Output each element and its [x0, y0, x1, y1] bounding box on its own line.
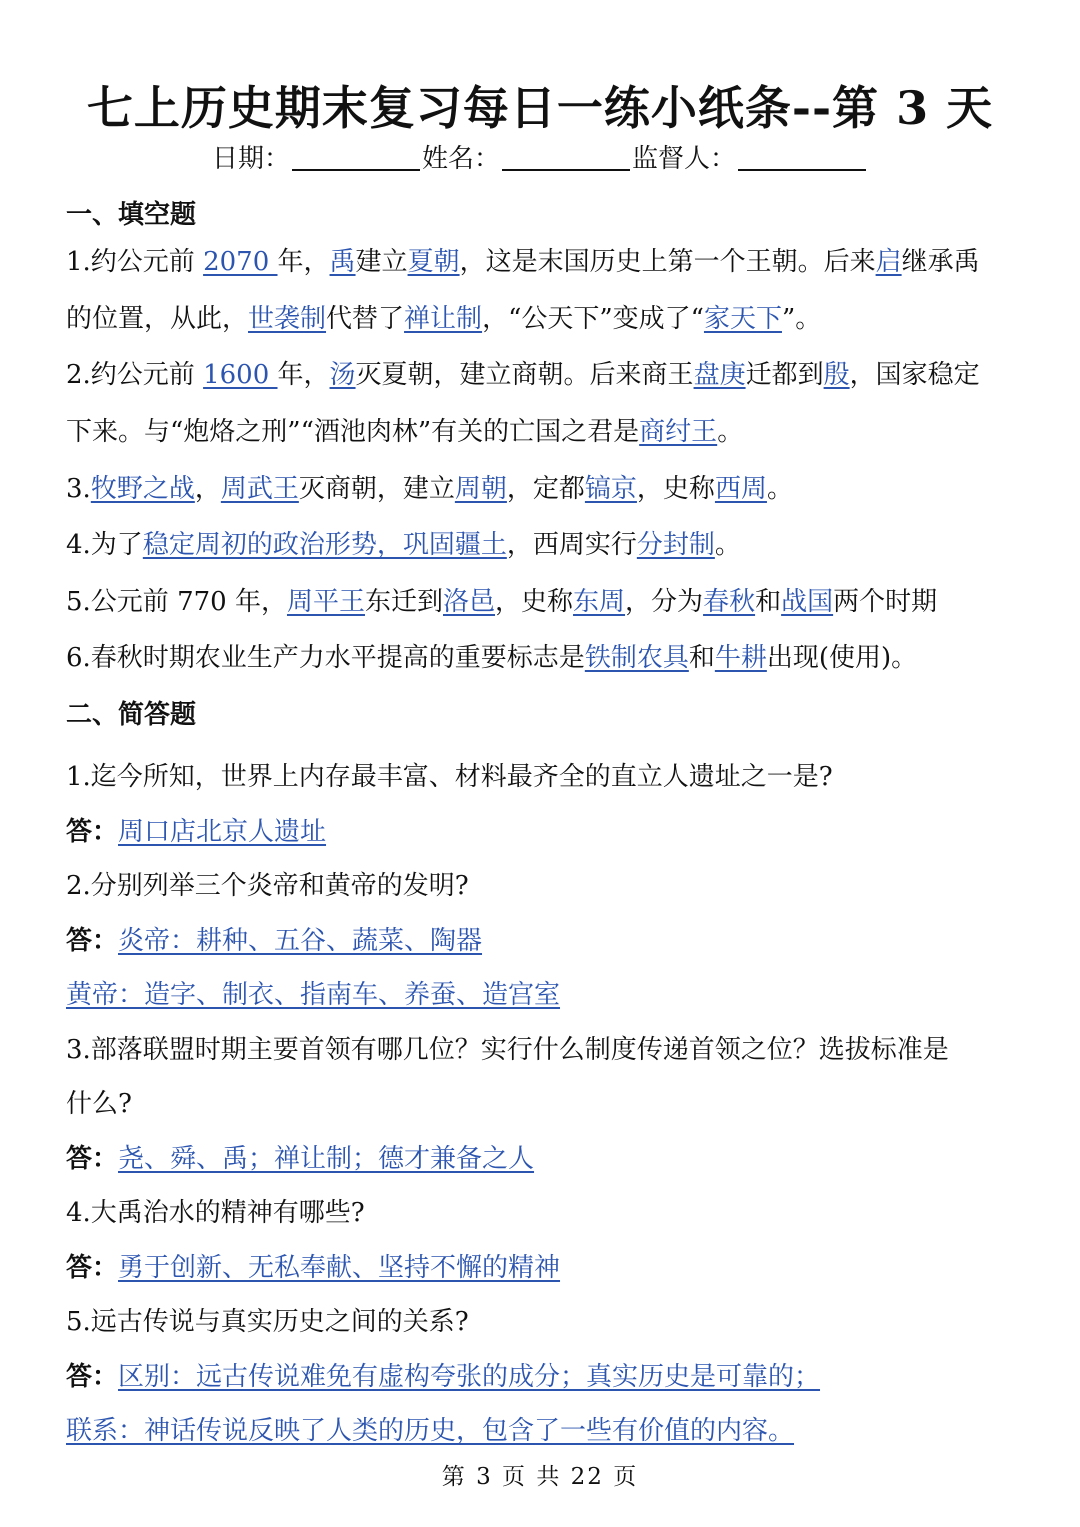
- answer-label: 答：: [66, 817, 119, 847]
- answer: 联系：神话传说反映了人类的历史，包含了一些有价值的内容。: [66, 1416, 795, 1446]
- answer-label: 答：: [66, 1362, 119, 1392]
- answer: 稳定周初的政治形势，巩固疆土: [142, 530, 507, 560]
- answer: 殷: [823, 360, 850, 390]
- answer: 洛邑: [443, 587, 496, 617]
- sa-q3-answer: [66, 1142, 1026, 1176]
- q4-line: [66, 528, 1026, 562]
- answer: 牛耕: [714, 643, 767, 673]
- text: ，这是末国历史上第一个王朝。后来: [459, 247, 876, 277]
- text: 。: [717, 417, 744, 447]
- q1-line1: [66, 245, 1026, 279]
- answer: 商纣王: [639, 417, 718, 447]
- q2-line1: [66, 358, 1026, 392]
- q6-line: [66, 641, 1026, 675]
- answer: 尧、舜、禹；禅让制；德才兼备之人: [118, 1144, 535, 1174]
- answer: 启: [875, 247, 902, 277]
- text: 1.约公元前: [66, 247, 204, 277]
- answer: 勇于创新、无私奉献、坚持不懈的精神: [118, 1253, 561, 1283]
- sa-q1-question: 1.迄今所知，世界上内存最丰富、材料最齐全的直立人遗址之一是?: [66, 762, 833, 792]
- text: 出现(使用)。: [766, 643, 918, 673]
- text: ，“公天下”变成了“: [482, 304, 704, 334]
- answer-label: 答：: [66, 926, 119, 956]
- text: ，西周实行: [506, 530, 637, 560]
- q1-line2: [66, 302, 1026, 336]
- page-number: 第 3 页 共 22 页: [441, 1464, 639, 1490]
- section-heading-short-answer: 二、简答题: [66, 700, 197, 730]
- answer: 区别：远古传说难免有虚构夸张的成分；真实历史是可靠的；: [118, 1362, 821, 1392]
- answer-label: 答：: [66, 1144, 119, 1174]
- date-blank: [292, 143, 420, 171]
- text: 东迁到: [364, 587, 443, 617]
- sa-q5-question: 5.远古传说与真实历史之间的关系?: [66, 1307, 469, 1337]
- text: ，史称: [495, 587, 574, 617]
- q3-line: [66, 472, 1026, 506]
- q2-line2: [66, 415, 1026, 449]
- answer: 2070: [203, 247, 278, 277]
- text: ，国家稳定: [849, 360, 980, 390]
- text: 下来。与“炮烙之刑”“酒池肉林”有关的亡国之君是: [66, 417, 640, 447]
- sa-q5-answer-1: [66, 1360, 1026, 1394]
- sa-q2-answer-1: [66, 924, 1026, 958]
- text: 。: [766, 474, 793, 504]
- header-fields: [0, 138, 1080, 175]
- answer: 夏朝: [407, 247, 460, 277]
- text: ，: [194, 474, 221, 504]
- sa-q5-answer-2: [66, 1414, 1026, 1448]
- supervisor-blank: [738, 143, 866, 171]
- answer: 战国: [781, 587, 834, 617]
- date-label: 日期：: [211, 144, 290, 174]
- answer: 禅让制: [404, 304, 483, 334]
- answer: 东周: [573, 587, 626, 617]
- text: 年，: [277, 247, 330, 277]
- sa-q1-answer: [66, 815, 1026, 849]
- answer: 分封制: [636, 530, 715, 560]
- text: 6.春秋时期农业生产力水平提高的重要标志是: [66, 643, 585, 673]
- supervisor-label: 监督人：: [632, 144, 737, 174]
- answer: 盘庚: [693, 360, 746, 390]
- text: 。: [714, 530, 741, 560]
- section-heading-fill-blank: 一、填空题: [66, 200, 197, 230]
- text: 建立: [355, 247, 408, 277]
- answer: 镐京: [584, 474, 637, 504]
- answer: 春秋: [703, 587, 756, 617]
- answer: 周朝: [454, 474, 507, 504]
- answer: 西周: [714, 474, 767, 504]
- answer: 炎帝：耕种、五谷、蔬菜、陶器: [118, 926, 483, 956]
- sa-q3-question-2: 什么?: [66, 1089, 132, 1119]
- text: 和: [755, 587, 782, 617]
- answer: 周口店北京人遗址: [118, 817, 327, 847]
- text: 3.: [66, 474, 91, 504]
- text: 和: [688, 643, 715, 673]
- sa-q4-answer: [66, 1251, 1026, 1285]
- text: 5.公元前 770 年，: [66, 587, 287, 617]
- answer: 周平王: [286, 587, 365, 617]
- q5-line: [66, 585, 1026, 619]
- text: 灭商朝，建立: [298, 474, 455, 504]
- text: 两个时期: [833, 587, 938, 617]
- text: 4.为了: [66, 530, 143, 560]
- text: ，史称: [636, 474, 715, 504]
- sa-q2-question: 2.分别列举三个炎帝和黄帝的发明?: [66, 871, 469, 901]
- answer-label: 答：: [66, 1253, 119, 1283]
- answer: 汤: [329, 360, 356, 390]
- text: 继承禹: [901, 247, 980, 277]
- answer: 禹: [329, 247, 356, 277]
- answer: 铁制农具: [584, 643, 689, 673]
- answer: 家天下: [703, 304, 782, 334]
- sa-q2-answer-2: [66, 978, 1026, 1012]
- text: 年，: [277, 360, 330, 390]
- answer: 牧野之战: [90, 474, 195, 504]
- sa-q4-question: 4.大禹治水的精神有哪些?: [66, 1198, 365, 1228]
- text: 的位置，从此，: [66, 304, 249, 334]
- text: ，定都: [506, 474, 585, 504]
- answer: 黄帝：造字、制衣、指南车、养蚕、造宫室: [66, 980, 561, 1010]
- name-blank: [502, 143, 630, 171]
- sa-q3-question-1: 3.部落联盟时期主要首领有哪几位？实行什么制度传递首领之位？选拔标准是: [66, 1035, 949, 1065]
- page-title: 七上历史期末复习每日一练小纸条--第 3 天: [86, 81, 994, 135]
- text: 2.约公元前: [66, 360, 204, 390]
- text: ”。: [781, 304, 822, 334]
- answer: 周武王: [220, 474, 299, 504]
- text: 灭夏朝，建立商朝。后来商王: [355, 360, 694, 390]
- text: 代替了: [326, 304, 405, 334]
- answer: 1600: [203, 360, 278, 390]
- text: 迁都到: [745, 360, 824, 390]
- text: ，分为: [625, 587, 704, 617]
- name-label: 姓名：: [421, 144, 500, 174]
- answer: 世袭制: [248, 304, 327, 334]
